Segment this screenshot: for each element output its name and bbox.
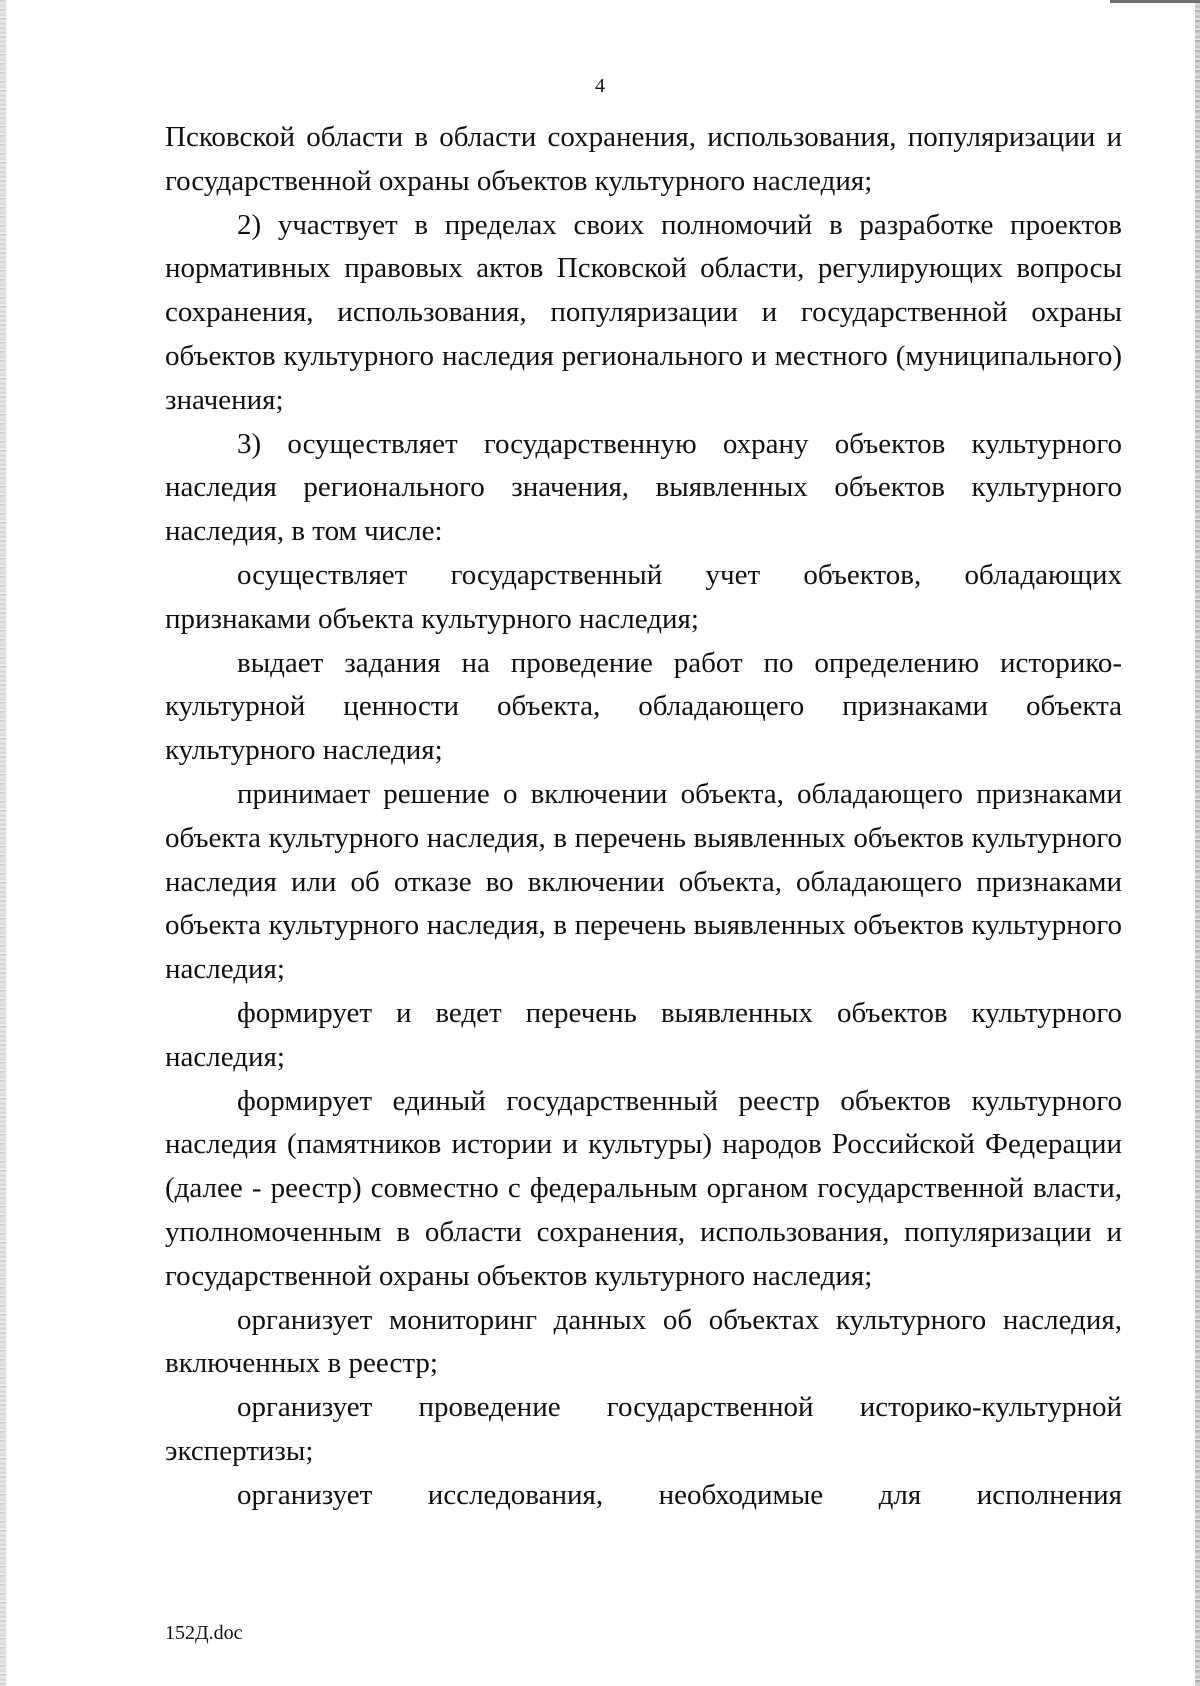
- document-body: [165, 116, 1122, 1518]
- scan-edge-top-right: [1110, 0, 1200, 3]
- footer-filename: 152Д.doc: [165, 1622, 243, 1644]
- paragraph-continuation: Псковской области в области сохранения, использования, популяризации и государственной охраны объектов культурного наследия;: [165, 121, 1122, 197]
- page-number: 4: [595, 75, 605, 97]
- scan-edge-right: [1195, 0, 1200, 1686]
- paragraph-state-accounting: осуществляет государственный учет объектов, обладающих признаками объекта культурного наследия;: [165, 558, 1122, 635]
- paragraph-list-maintenance: формирует и ведет перечень выявленных объектов культурного наследия;: [165, 996, 1122, 1073]
- paragraph-unified-register: формирует единый государственный реестр объектов культурного наследия (памятников истории и культуры) народов Российской Федерации (далее - реестр) совместно с федеральным органом государственной власти, уполномоченным в области сохранения, использования, популяризации и государственной охраны объектов культурного наследия;: [165, 1084, 1122, 1292]
- paragraph-research: организует исследования, необходимые для исполнения: [237, 1478, 1122, 1511]
- paragraph-expertise: организует проведение государственной историко-культурной экспертизы;: [165, 1391, 1122, 1467]
- paragraph-item-2: 2) участвует в пределах своих полномочий в разработке проектов нормативных правовых актов Псковской области, регулирующих вопросы сохранения, использования, популяризации и государственной охраны объектов культурного наследия регионального и местного (муниципального) значения;: [165, 208, 1122, 416]
- paragraph-inclusion-decision: принимает решение о включении объекта, обладающего признаками объекта культурного наследия, в перечень выявленных объектов культурного наследия или об отказе во включении объекта, обладающего признаками объекта культурного наследия, в перечень выявленных объектов культурного наследия;: [165, 777, 1122, 986]
- paragraph-item-3: 3) осуществляет государственную охрану объектов культурного наследия регионального значения, выявленных объектов культурного наследия, в том числе:: [165, 427, 1122, 548]
- paragraph-monitoring: организует мониторинг данных об объектах культурного наследия, включенных в реестр;: [165, 1303, 1122, 1380]
- paragraph-issue-tasks: выдает задания на проведение работ по определению историко-культурной ценности объекта, обладающего признаками объекта культурного наследия;: [165, 646, 1122, 767]
- scan-edge-left: [0, 0, 6, 1686]
